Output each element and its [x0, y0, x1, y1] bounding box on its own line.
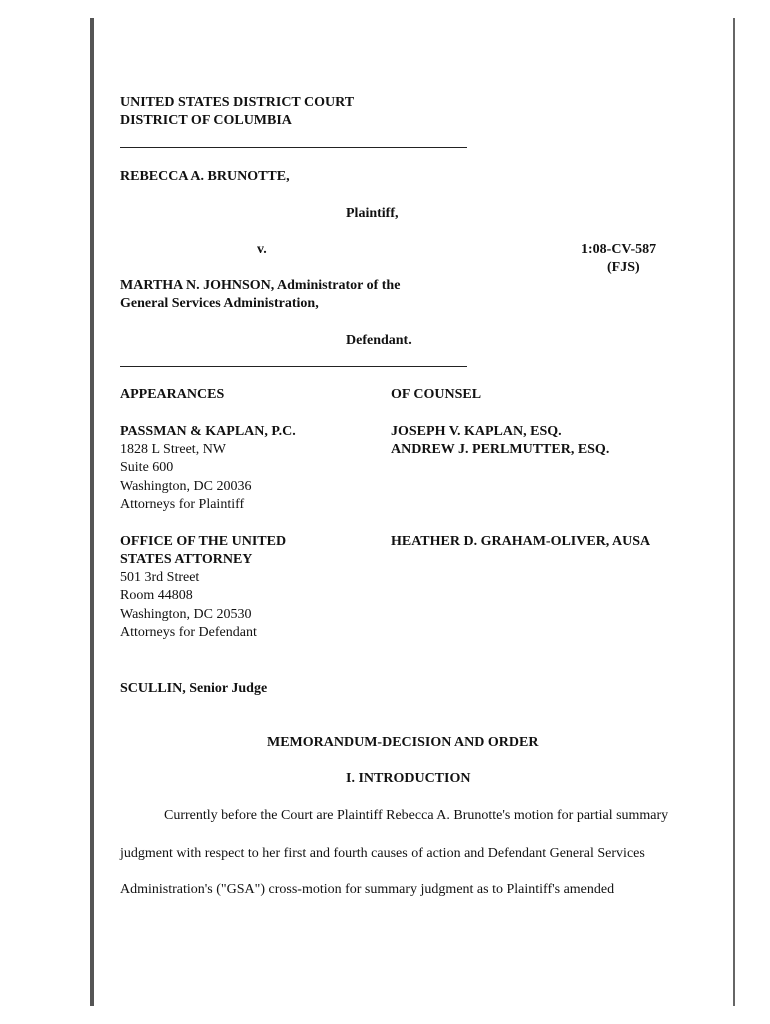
body-line: judgment with respect to her first and fourth causes of action and Defendant General Services: [120, 846, 645, 861]
firm-address-line: Washington, DC 20036: [120, 479, 252, 494]
decision-title: MEMORANDUM-DECISION AND ORDER: [267, 735, 539, 750]
firm-address-line: Suite 600: [120, 460, 174, 475]
firm-role: Attorneys for Defendant: [120, 625, 257, 640]
case-number: 1:08-CV-587: [581, 242, 657, 257]
counsel-name: JOSEPH V. KAPLAN, ESQ.: [391, 424, 562, 439]
firm-address-line: 1828 L Street, NW: [120, 442, 227, 457]
firm-address-line: 501 3rd Street: [120, 570, 200, 585]
of-counsel-heading: OF COUNSEL: [391, 387, 482, 402]
judge-line: SCULLIN, Senior Judge: [120, 681, 268, 696]
firm-role: Attorneys for Plaintiff: [120, 497, 245, 512]
caption-rule-top: [120, 147, 467, 148]
defendant-name-line1: MARTHA N. JOHNSON, Administrator of the: [120, 278, 401, 293]
body-line: Administration's ("GSA") cross-motion for summary judgment as to Plaintiff's amended: [120, 882, 615, 897]
counsel-name: HEATHER D. GRAHAM-OLIVER, AUSA: [391, 534, 651, 549]
firm-name: OFFICE OF THE UNITED: [120, 534, 287, 549]
left-margin-bar: [90, 18, 94, 1006]
plaintiff-role: Plaintiff,: [346, 206, 399, 221]
firm-name: STATES ATTORNEY: [120, 552, 253, 567]
body-line: Currently before the Court are Plaintiff Rebecca A. Brunotte's motion for partial summary: [164, 808, 669, 823]
court-district: DISTRICT OF COLUMBIA: [120, 113, 292, 128]
firm-address-line: Room 44808: [120, 588, 193, 603]
firm-address-line: Washington, DC 20530: [120, 607, 252, 622]
defendant-role: Defendant.: [346, 333, 412, 348]
judge-initials: (FJS): [607, 260, 640, 275]
court-name: UNITED STATES DISTRICT COURT: [120, 95, 355, 110]
right-margin-bar: [733, 18, 735, 1006]
appearances-heading: APPEARANCES: [120, 387, 225, 402]
defendant-name-line2: General Services Administration,: [120, 296, 319, 311]
counsel-name: ANDREW J. PERLMUTTER, ESQ.: [391, 442, 610, 457]
caption-rule-bottom: [120, 366, 467, 367]
section-heading: I. INTRODUCTION: [346, 771, 471, 786]
plaintiff-name: REBECCA A. BRUNOTTE,: [120, 169, 290, 184]
firm-name: PASSMAN & KAPLAN, P.C.: [120, 424, 296, 439]
versus: v.: [257, 242, 267, 257]
